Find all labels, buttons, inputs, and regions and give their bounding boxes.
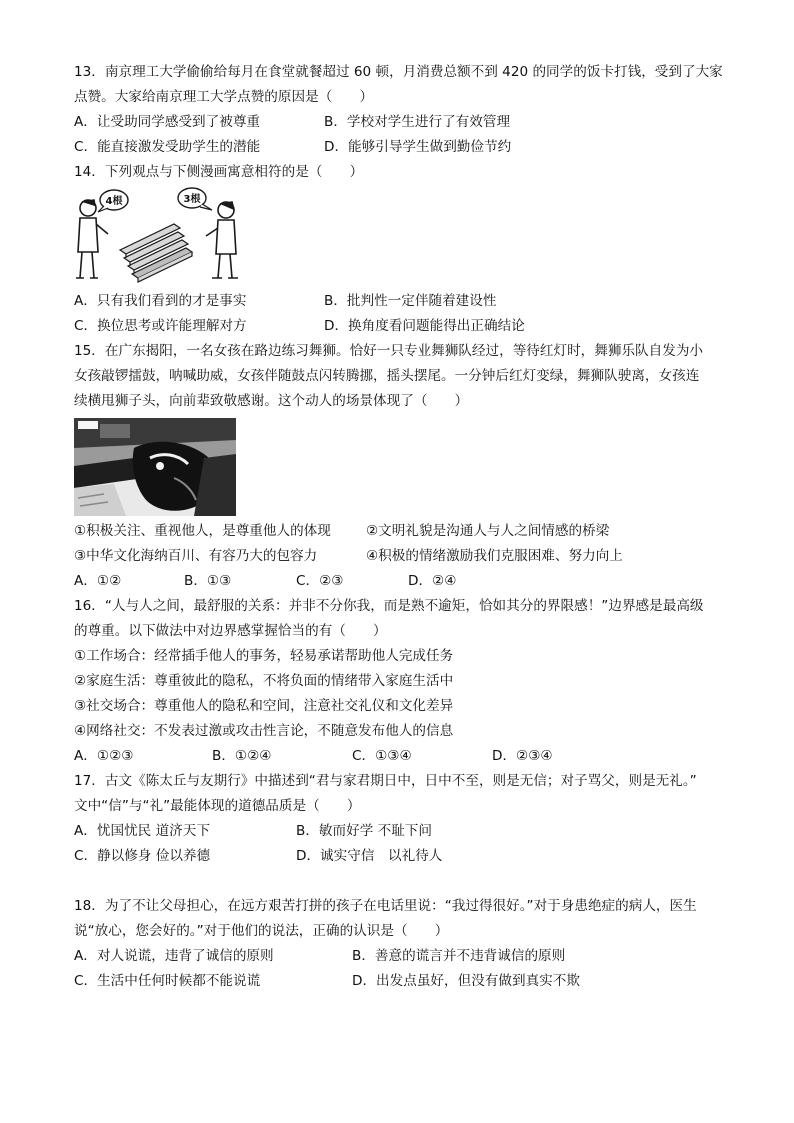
q17-option-b[interactable]: B．敏而好学 不耻下问 (296, 823, 432, 839)
q17-option-c[interactable]: C．静以修身 俭以养德 (74, 848, 211, 864)
q13-stem-line-2: 点赞。大家给南京理工大学点赞的原因是（ ） (74, 89, 374, 105)
q17-option-a[interactable]: A．忧国忧民 道济天下 (74, 823, 210, 839)
q16-item-3: ③社交场合：尊重他人的隐私和空间，注意社交礼仪和文化差异 (74, 698, 454, 714)
left-bubble-text: 4根 (105, 196, 123, 207)
q18-option-c[interactable]: C．生活中任何时候都不能说谎 (74, 973, 261, 989)
q15-choice-a[interactable]: A．①② (74, 573, 122, 589)
q14-option-b[interactable]: B．批判性一定伴随着建设性 (324, 293, 497, 309)
q17-stem-line-2: 文中“信”与“礼”最能体现的道德品质是（ ） (74, 798, 361, 814)
q14-option-c[interactable]: C．换位思考或许能理解对方 (74, 318, 247, 334)
q16-choice-a[interactable]: A．①②③ (74, 748, 134, 764)
q16-stem-line-2: 的尊重。以下做法中对边界感掌握恰当的有（ ） (74, 623, 387, 639)
q14-cartoon (74, 186, 244, 286)
q15-stem-line-3: 续横甩狮子头，向前辈致敬感谢。这个动人的场景体现了（ ） (74, 393, 469, 409)
q15-item-1: ①积极关注、重视他人，是尊重他人的体现 (74, 523, 331, 539)
q16-choice-d[interactable]: D．②③④ (492, 748, 553, 764)
q15-item-2: ②文明礼貌是沟通人与人之间情感的桥梁 (366, 523, 610, 539)
q16-item-2: ②家庭生活：尊重彼此的隐私，不将负面的情绪带入家庭生活中 (74, 673, 454, 689)
q15-item-4: ④积极的情绪激励我们克服困难、努力向上 (366, 548, 623, 564)
q15-stem-line-2: 女孩敲锣擂鼓，呐喊助威，女孩伴随鼓点闪转腾挪，摇头摆尾。一分钟后红灯变绿，舞狮队驶离，女孩连 (74, 368, 700, 384)
q14-stem-line-1: 14．下列观点与下侧漫画寓意相符的是（ ） (74, 164, 364, 180)
q16-item-4: ④网络社交：不发表过激或攻击性言论，不随意发布他人的信息 (74, 723, 454, 739)
q15-choice-d[interactable]: D．②④ (408, 573, 457, 589)
right-person-figure (206, 202, 238, 278)
q17-stem-line-1: 17．古文《陈太丘与友期行》中描述到“君与家君期日中，日中不至，则是无信；对子骂父，则是无礼。” (74, 773, 697, 789)
q17-option-d[interactable]: D．诚实守信 以礼待人 (296, 848, 443, 864)
right-bubble-text: 3根 (183, 194, 201, 205)
q13-option-d[interactable]: D．能够引导学生做到勤俭节约 (324, 139, 512, 155)
q13-option-c[interactable]: C．能直接激发受助学生的潜能 (74, 139, 261, 155)
q16-choice-b[interactable]: B．①②④ (212, 748, 272, 764)
left-speech-bubble (98, 190, 128, 212)
q15-choice-c[interactable]: C．②③ (296, 573, 344, 589)
q15-photo-lion-dance (74, 418, 236, 516)
q13-option-b[interactable]: B．学校对学生进行了有效管理 (324, 114, 511, 130)
q16-stem-line-1: 16．“人与人之间，最舒服的关系：并非不分你我，而是熟不逾矩，恰如其分的界限感！”边界感是最高级 (74, 598, 704, 614)
q13-option-a[interactable]: A．让受助同学感受到了被尊重 (74, 114, 261, 130)
q14-option-a[interactable]: A．只有我们看到的才是事实 (74, 293, 247, 309)
left-person-figure (76, 200, 108, 278)
q16-item-1: ①工作场合：经常插手他人的事务，轻易承诺帮助他人完成任务 (74, 648, 454, 664)
q18-stem-line-1: 18．为了不让父母担心，在远方艰苦打拼的孩子在电话里说：“我过得很好。”对于身患绝症的病人，医生 (74, 898, 697, 914)
q15-choice-b[interactable]: B．①③ (184, 573, 232, 589)
q15-stem-line-1: 15．在广东揭阳，一名女孩在路边练习舞狮。恰好一只专业舞狮队经过，等待红灯时，舞狮乐队自发为小 (74, 343, 704, 359)
q18-option-b[interactable]: B．善意的谎言并不违背诚信的原则 (352, 948, 566, 964)
q18-stem-line-2: 说“放心，您会好的。”对于他们的说法，正确的认识是（ ） (74, 923, 449, 939)
right-speech-bubble (178, 188, 212, 210)
sticks-figure (120, 224, 192, 282)
q13-stem-line-1: 13．南京理工大学偷偷给每月在食堂就餐超过 60 顿，月消费总额不到 420 的同学的饭卡打钱，受到了大家 (74, 64, 723, 80)
q16-choice-c[interactable]: C．①③④ (352, 748, 412, 764)
q18-option-a[interactable]: A．对人说谎，违背了诚信的原则 (74, 948, 274, 964)
q14-option-d[interactable]: D．换角度看问题能得出正确结论 (324, 318, 525, 334)
q18-option-d[interactable]: D．出发点虽好，但没有做到真实不欺 (352, 973, 580, 989)
q15-item-3: ③中华文化海纳百川、有容乃大的包容力 (74, 548, 318, 564)
